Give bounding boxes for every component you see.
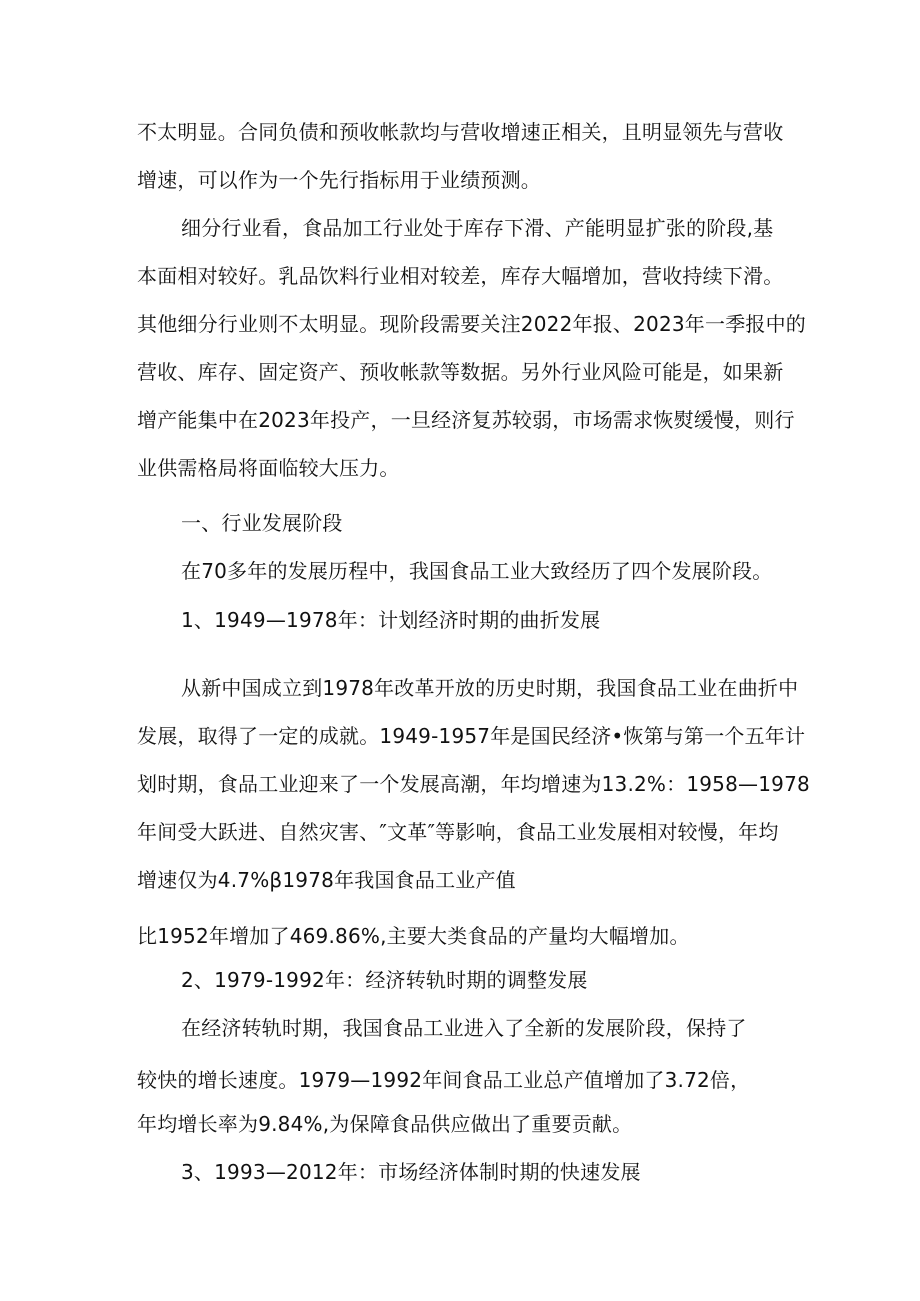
subsection-heading: 1、1949—1978年：计划经济时期的曲折发展 bbox=[181, 608, 601, 632]
text-line: 营收、库存、固定资产、预收帐款等数据。另外行业风险可能是，如果新 bbox=[137, 360, 784, 384]
subsection-heading: 3、1993—2012年：市场经济体制时期的快速发展 bbox=[181, 1160, 641, 1184]
text-line: 从新中国成立到1978年改革开放的历史时期，我国食品工业在曲折中 bbox=[181, 676, 799, 700]
text-line: 本面相对较好。乳品饮料行业相对较差，库存大幅增加，营收持续下滑。 bbox=[137, 264, 784, 288]
text-line: 不太明显。合同负债和预收帐款均与营收增速正相关，且明显领先与营收 bbox=[137, 120, 784, 144]
text-line: 增速仅为4.7%β1978年我国食品工业产值 bbox=[137, 868, 516, 892]
text-line: 其他细分行业则不太明显。现阶段需要关注2022年报、2023年一季报中的 bbox=[137, 312, 806, 336]
text-line: 年间受大跃进、自然灾害、″文革″等影响，食品工业发展相对较慢，年均 bbox=[137, 820, 779, 844]
text-line: 发展，取得了一定的成就。1949-1957年是国民经济•恢第与第一个五年计 bbox=[137, 724, 806, 748]
text-line: 业供需格局将面临较大压力。 bbox=[137, 456, 400, 480]
text-line: 在经济转轨时期，我国食品工业进入了全新的发展阶段，保持了 bbox=[181, 1016, 747, 1040]
text-line: 在70多年的发展历程中，我国食品工业大致经历了四个发展阶段。 bbox=[181, 559, 773, 583]
text-line: 增速，可以作为一个先行指标用于业绩预测。 bbox=[137, 168, 541, 192]
text-line: 较快的增长速度。1979—1992年间食品工业总产值增加了3.72倍， bbox=[137, 1068, 751, 1092]
text-line: 年均增长率为9.84%,为保障食品供应做出了重要贡献。 bbox=[137, 1112, 633, 1136]
text-line: 增产能集中在2023年投产，一旦经济复苏较弱，市场需求恢熨缓慢，则行 bbox=[137, 408, 795, 432]
text-line: 划时期，食品工业迎来了一个发展高潮，年均增速为13.2%：1958—1978 bbox=[137, 772, 810, 796]
section-heading: 一、行业发展阶段 bbox=[181, 511, 343, 535]
text-line: 比1952年增加了469.86%,主要大类食品的产量均大幅增加。 bbox=[137, 924, 690, 948]
text-line: 细分行业看，食品加工行业处于库存下滑、产能明显扩张的阶段,基 bbox=[181, 216, 774, 240]
subsection-heading: 2、1979-1992年：经济转轨时期的调整发展 bbox=[181, 968, 588, 992]
